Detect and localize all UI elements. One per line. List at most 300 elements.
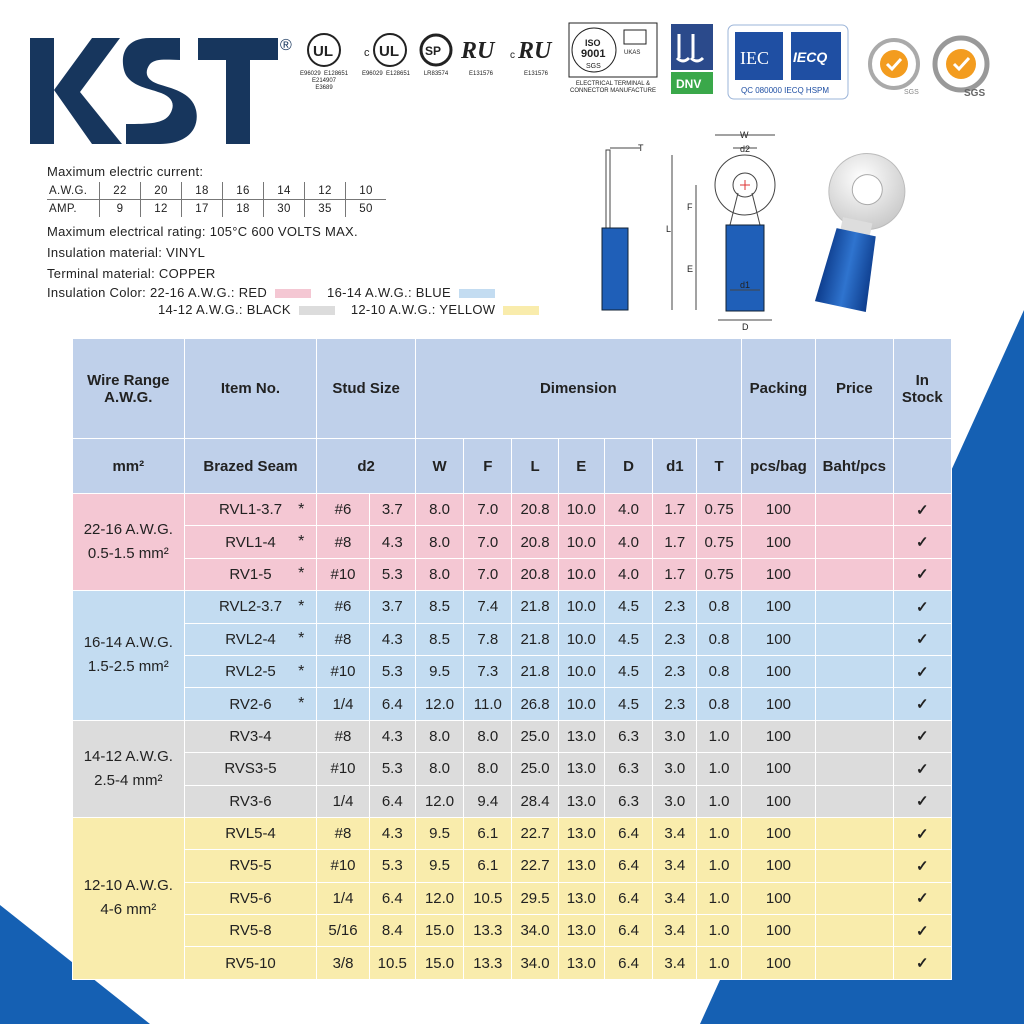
l-cell: 34.0 — [512, 947, 558, 979]
col-l: L — [512, 439, 558, 494]
item-no: RV3-6 — [229, 792, 272, 810]
l-cell: 25.0 — [512, 753, 558, 785]
d-cell: 6.3 — [604, 785, 652, 817]
pack-cell: 100 — [741, 785, 815, 817]
table-row — [73, 494, 952, 526]
e-cell: 13.0 — [558, 753, 604, 785]
w-cell: 8.0 — [415, 720, 463, 752]
d2-cell: 6.4 — [369, 785, 415, 817]
w-cell: 12.0 — [415, 785, 463, 817]
yellow-swatch — [503, 306, 539, 315]
t-cell: 0.75 — [697, 494, 741, 526]
awg-range: 12-10 A.W.G. — [83, 877, 173, 895]
red-swatch — [275, 289, 311, 298]
svg-text:SGS: SGS — [904, 89, 919, 96]
w-cell: 8.0 — [415, 494, 463, 526]
pack-cell: 100 — [741, 882, 815, 914]
in-stock-check: ✓ — [893, 655, 951, 687]
f-cell: 7.4 — [464, 591, 512, 623]
e-cell: 13.0 — [558, 882, 604, 914]
pack-cell: 100 — [741, 526, 815, 558]
item-no-cell — [184, 882, 317, 914]
wire-range-cell — [73, 817, 185, 979]
svg-text:SGS: SGS — [964, 88, 986, 98]
ur-cert-text: E131576 — [468, 71, 494, 77]
d1-cell: 1.7 — [653, 558, 697, 590]
table-row — [73, 720, 952, 752]
table-row — [73, 655, 952, 687]
price-cell — [816, 915, 893, 947]
d-cell: 4.5 — [604, 655, 652, 687]
brazed-seam-mark: * — [298, 565, 305, 583]
awg-value: 20 — [141, 182, 182, 200]
amp-value: 50 — [359, 202, 373, 215]
e-cell: 10.0 — [558, 558, 604, 590]
col-dimension: Dimension — [415, 339, 741, 439]
w-cell: 9.5 — [415, 817, 463, 849]
terminal-text: Terminal material: COPPER — [47, 266, 216, 281]
item-no: RVL1-3.7 — [218, 501, 283, 519]
w-cell: 12.0 — [415, 882, 463, 914]
f-cell: 7.3 — [464, 655, 512, 687]
in-stock-check: ✓ — [893, 947, 951, 979]
amp-value: 9 — [100, 200, 141, 218]
iec-iecq-icon — [727, 24, 849, 100]
e-cell: 10.0 — [558, 623, 604, 655]
price-cell — [816, 526, 893, 558]
col-in-stock: In Stock — [893, 339, 951, 439]
d2-cell: 5.3 — [369, 655, 415, 687]
e-cell: 10.0 — [558, 591, 604, 623]
e-cell: 10.0 — [558, 494, 604, 526]
e-cell: 13.0 — [558, 947, 604, 979]
product-table-container — [72, 338, 952, 986]
d1-cell: 3.0 — [653, 753, 697, 785]
d2-cell: 3.7 — [369, 591, 415, 623]
l-cell: 21.8 — [512, 623, 558, 655]
item-no: RVL1-4 — [225, 533, 276, 551]
t-cell: 1.0 — [697, 915, 741, 947]
col-wire-range: Wire Range A.W.G. — [73, 339, 185, 439]
col-d: D — [604, 439, 652, 494]
d-cell: 4.5 — [604, 591, 652, 623]
sgs-cert-1 — [866, 36, 922, 99]
col-pcs-bag: pcs/bag — [741, 439, 815, 494]
svg-text:IEC: IEC — [740, 48, 769, 68]
brazed-seam-mark: * — [298, 695, 305, 713]
svg-text:RU: RU — [518, 38, 552, 64]
awg-range: 16-14 A.W.G. — [83, 634, 173, 652]
item-no-cell — [184, 785, 317, 817]
t-cell: 1.0 — [697, 817, 741, 849]
e-cell: 13.0 — [558, 915, 604, 947]
item-no: RVL5-4 — [225, 825, 276, 843]
table-row — [73, 558, 952, 590]
d1-cell: 3.4 — [653, 850, 697, 882]
stud-cell: #6 — [317, 494, 369, 526]
amp-value: 17 — [182, 200, 223, 218]
d-cell: 4.5 — [604, 688, 652, 720]
iso-cert-text: ELECTRICAL TERMINAL & CONNECTOR MANUFACTURE — [570, 81, 656, 94]
price-cell — [816, 494, 893, 526]
svg-text:RU: RU — [461, 38, 495, 64]
in-stock-check: ✓ — [893, 558, 951, 590]
item-no: RVL2-4 — [225, 630, 276, 648]
stud-cell: 5/16 — [317, 915, 369, 947]
t-cell: 0.8 — [697, 591, 741, 623]
f-cell: 7.0 — [464, 494, 512, 526]
in-stock-check: ✓ — [893, 850, 951, 882]
f-cell: 7.0 — [464, 558, 512, 590]
e-cell: 13.0 — [558, 720, 604, 752]
item-no: RVS3-5 — [224, 760, 277, 778]
d2-cell: 4.3 — [369, 817, 415, 849]
price-cell — [816, 558, 893, 590]
awg-value: 22 — [100, 182, 141, 200]
dim-d2-label: d2 — [740, 144, 751, 154]
in-stock-check: ✓ — [893, 623, 951, 655]
in-stock-check: ✓ — [893, 915, 951, 947]
awg-value: 12 — [305, 182, 346, 200]
ring-terminal-photo — [800, 148, 910, 318]
col-baht-pcs: Baht/pcs — [816, 439, 893, 494]
item-no-cell — [184, 947, 317, 979]
awg-value: 16 — [223, 182, 264, 200]
csa-cert — [418, 32, 454, 78]
item-no: RV3-4 — [229, 727, 272, 745]
stud-cell: 1/4 — [317, 785, 369, 817]
wire-range-cell — [73, 591, 185, 721]
pack-cell: 100 — [741, 494, 815, 526]
f-cell: 7.0 — [464, 526, 512, 558]
certifications-row — [300, 20, 1010, 130]
table-row — [73, 785, 952, 817]
t-cell: 1.0 — [697, 850, 741, 882]
mm2-range: 0.5-1.5 mm² — [87, 545, 169, 563]
svg-text:DNV: DNV — [676, 77, 702, 91]
d1-cell: 3.0 — [653, 785, 697, 817]
amp-value: 30 — [264, 200, 305, 218]
in-stock-check: ✓ — [893, 591, 951, 623]
table-row — [73, 623, 952, 655]
pack-cell: 100 — [741, 558, 815, 590]
stud-cell: #10 — [317, 753, 369, 785]
svg-text:UL: UL — [313, 43, 333, 60]
col-f: F — [464, 439, 512, 494]
sgs-cert-2 — [930, 34, 992, 101]
csa-icon — [419, 32, 453, 68]
d-cell: 4.0 — [604, 494, 652, 526]
w-cell: 8.0 — [415, 526, 463, 558]
d2-cell: 3.7 — [369, 494, 415, 526]
ur-icon — [459, 32, 503, 68]
w-cell: 8.5 — [415, 623, 463, 655]
col-stud-size: Stud Size — [317, 339, 416, 439]
price-cell — [816, 688, 893, 720]
black-swatch — [299, 306, 335, 315]
iso-9001-cert — [566, 22, 660, 95]
d1-cell: 3.4 — [653, 947, 697, 979]
d1-cell: 3.4 — [653, 817, 697, 849]
wire-range-cell — [73, 720, 185, 817]
w-cell: 8.0 — [415, 558, 463, 590]
w-cell: 15.0 — [415, 915, 463, 947]
e-cell: 13.0 — [558, 817, 604, 849]
svg-text:c: c — [364, 47, 370, 59]
svg-text:ISO: ISO — [585, 38, 601, 48]
d1-cell: 2.3 — [653, 655, 697, 687]
stud-cell: #10 — [317, 850, 369, 882]
item-no-cell — [184, 655, 317, 687]
item-no: RV2-6 — [229, 695, 272, 713]
pack-cell: 100 — [741, 947, 815, 979]
svg-text:IECQ: IECQ — [793, 49, 828, 65]
cur-icon — [510, 32, 562, 68]
w-cell: 9.5 — [415, 850, 463, 882]
dim-e-label: E — [687, 264, 694, 274]
col-price: Price — [816, 339, 893, 439]
item-no-cell — [184, 850, 317, 882]
dim-w-label: W — [740, 130, 749, 140]
color-red-text: Insulation Color: 22-16 A.W.G.: RED — [47, 285, 268, 300]
d2-cell: 6.4 — [369, 688, 415, 720]
l-cell: 21.8 — [512, 655, 558, 687]
stud-cell: #8 — [317, 623, 369, 655]
brazed-seam-mark: * — [298, 662, 305, 680]
ur-cert — [456, 32, 506, 78]
amp-value: 12 — [141, 200, 182, 218]
insulation-text: Insulation material: VINYL — [47, 245, 206, 260]
item-no-cell — [184, 688, 317, 720]
d1-cell: 1.7 — [653, 526, 697, 558]
item-no-cell — [184, 753, 317, 785]
color-blue-text: 16-14 A.W.G.: BLUE — [327, 285, 451, 300]
d2-cell: 4.3 — [369, 623, 415, 655]
specifications — [47, 164, 555, 318]
l-cell: 20.8 — [512, 494, 558, 526]
t-cell: 0.75 — [697, 558, 741, 590]
svg-text:UL: UL — [379, 43, 399, 60]
l-cell: 26.8 — [512, 688, 558, 720]
l-cell: 28.4 — [512, 785, 558, 817]
in-stock-check: ✓ — [893, 526, 951, 558]
cur-cert-text: E131576 — [523, 71, 549, 77]
table-row — [73, 817, 952, 849]
item-no-cell — [184, 526, 317, 558]
svg-text:QC 080000 IECQ HSPM: QC 080000 IECQ HSPM — [741, 86, 830, 95]
d-cell: 6.4 — [604, 850, 652, 882]
brazed-seam-mark: * — [298, 630, 305, 648]
product-table — [72, 338, 952, 980]
sgs-badge-icon-2 — [930, 34, 992, 98]
t-cell: 1.0 — [697, 947, 741, 979]
dim-f-label: F — [687, 202, 693, 212]
awg-value: 18 — [182, 182, 223, 200]
in-stock-check: ✓ — [893, 494, 951, 526]
f-cell: 11.0 — [464, 688, 512, 720]
w-cell: 15.0 — [415, 947, 463, 979]
d1-cell: 1.7 — [653, 494, 697, 526]
d2-cell: 4.3 — [369, 526, 415, 558]
item-no: RVL2-3.7 — [218, 598, 283, 616]
price-cell — [816, 655, 893, 687]
table-row — [73, 882, 952, 914]
f-cell: 10.5 — [464, 882, 512, 914]
cur-cert — [508, 32, 564, 78]
e-cell: 10.0 — [558, 688, 604, 720]
d2-cell: 6.4 — [369, 882, 415, 914]
l-cell: 25.0 — [512, 720, 558, 752]
mm2-range: 1.5-2.5 mm² — [87, 658, 169, 676]
cul-cert — [356, 32, 416, 78]
brazed-seam-mark: * — [298, 533, 305, 551]
e-cell: 13.0 — [558, 850, 604, 882]
insulation-color-row-2 — [47, 301, 555, 318]
col-item-no: Item No. — [184, 339, 317, 439]
stud-cell: #8 — [317, 817, 369, 849]
t-cell: 0.75 — [697, 526, 741, 558]
t-cell: 1.0 — [697, 785, 741, 817]
e-cell: 13.0 — [558, 785, 604, 817]
cul-icon — [362, 32, 410, 68]
in-stock-check: ✓ — [893, 688, 951, 720]
in-stock-check: ✓ — [893, 817, 951, 849]
dim-d1-label: d1 — [740, 280, 751, 290]
stud-cell: #8 — [317, 526, 369, 558]
pack-cell: 100 — [741, 753, 815, 785]
item-no: RV5-6 — [229, 889, 272, 907]
col-stock-blank — [893, 439, 951, 494]
sgs-badge-icon — [866, 36, 922, 96]
t-cell: 1.0 — [697, 753, 741, 785]
item-no: RV1-5 — [229, 565, 272, 583]
l-cell: 29.5 — [512, 882, 558, 914]
dim-t-label: T — [638, 143, 644, 153]
ul-cert-text: E96029 E128651 E214907 E3689 — [300, 71, 349, 91]
current-table — [47, 182, 386, 217]
f-cell: 9.4 — [464, 785, 512, 817]
d2-cell: 8.4 — [369, 915, 415, 947]
w-cell: 12.0 — [415, 688, 463, 720]
price-cell — [816, 591, 893, 623]
pack-cell: 100 — [741, 591, 815, 623]
w-cell: 9.5 — [415, 655, 463, 687]
d1-cell: 2.3 — [653, 623, 697, 655]
w-cell: 8.0 — [415, 753, 463, 785]
t-cell: 0.8 — [697, 623, 741, 655]
item-no: RVL2-5 — [225, 663, 276, 681]
l-cell: 34.0 — [512, 915, 558, 947]
f-cell: 6.1 — [464, 817, 512, 849]
f-cell: 6.1 — [464, 850, 512, 882]
item-no: RV5-10 — [225, 954, 276, 972]
col-d2: d2 — [317, 439, 416, 494]
item-no-cell — [184, 591, 317, 623]
dnv-cert — [670, 24, 714, 97]
l-cell: 20.8 — [512, 558, 558, 590]
d1-cell: 3.4 — [653, 882, 697, 914]
item-no: RV5-8 — [229, 922, 272, 940]
l-cell: 21.8 — [512, 591, 558, 623]
svg-text:c: c — [510, 50, 515, 61]
f-cell: 13.3 — [464, 947, 512, 979]
col-w: W — [415, 439, 463, 494]
color-yellow-text: 12-10 A.W.G.: YELLOW — [350, 302, 496, 317]
price-cell — [816, 623, 893, 655]
col-brazed-seam: Brazed Seam — [184, 439, 317, 494]
stud-cell: 3/8 — [317, 947, 369, 979]
price-cell — [816, 850, 893, 882]
table-row — [73, 753, 952, 785]
pack-cell: 100 — [741, 720, 815, 752]
awg-range: 22-16 A.W.G. — [83, 521, 173, 539]
d1-cell: 2.3 — [653, 591, 697, 623]
item-no: RV5-5 — [229, 857, 272, 875]
header-row-1 — [73, 339, 952, 439]
d-cell: 4.5 — [604, 623, 652, 655]
svg-text:SP: SP — [425, 44, 442, 58]
item-no-cell — [184, 915, 317, 947]
table-row — [73, 591, 952, 623]
price-cell — [816, 947, 893, 979]
kst-logo — [30, 32, 295, 150]
amp-label: AMP. — [47, 200, 100, 218]
item-no-cell — [184, 720, 317, 752]
price-cell — [816, 753, 893, 785]
col-t: T — [697, 439, 741, 494]
in-stock-check: ✓ — [893, 720, 951, 752]
d-cell: 6.3 — [604, 753, 652, 785]
table-row — [73, 947, 952, 979]
table-row — [73, 526, 952, 558]
table-row — [73, 688, 952, 720]
d2-cell: 10.5 — [369, 947, 415, 979]
l-cell: 20.8 — [512, 526, 558, 558]
ul-icon — [304, 32, 344, 68]
pack-cell: 100 — [741, 655, 815, 687]
item-no-cell — [184, 623, 317, 655]
e-cell: 10.0 — [558, 655, 604, 687]
in-stock-check: ✓ — [893, 882, 951, 914]
pack-cell: 100 — [741, 817, 815, 849]
f-cell: 7.8 — [464, 623, 512, 655]
f-cell: 8.0 — [464, 753, 512, 785]
svg-text:UKAS: UKAS — [624, 50, 641, 56]
stud-cell: 1/4 — [317, 882, 369, 914]
insulation-color-row-1 — [47, 284, 555, 301]
rating-text: Maximum electrical rating: 105°C 600 VOLTS MAX. — [47, 224, 358, 239]
t-cell: 1.0 — [697, 882, 741, 914]
col-packing: Packing — [741, 339, 815, 439]
d1-cell: 2.3 — [653, 688, 697, 720]
pack-cell: 100 — [741, 915, 815, 947]
stud-cell: #10 — [317, 655, 369, 687]
pack-cell: 100 — [741, 850, 815, 882]
dim-l-label: L — [666, 224, 672, 234]
stud-cell: #8 — [317, 720, 369, 752]
iec-iecq-cert — [726, 24, 850, 103]
stud-cell: 1/4 — [317, 688, 369, 720]
item-no-cell — [184, 558, 317, 590]
awg-range: 14-12 A.W.G. — [83, 747, 173, 765]
d2-cell: 4.3 — [369, 720, 415, 752]
in-stock-check: ✓ — [893, 753, 951, 785]
d-cell: 6.4 — [604, 947, 652, 979]
item-no-cell — [184, 494, 317, 526]
d-cell: 4.0 — [604, 558, 652, 590]
item-no-cell — [184, 817, 317, 849]
d-cell: 6.4 — [604, 817, 652, 849]
